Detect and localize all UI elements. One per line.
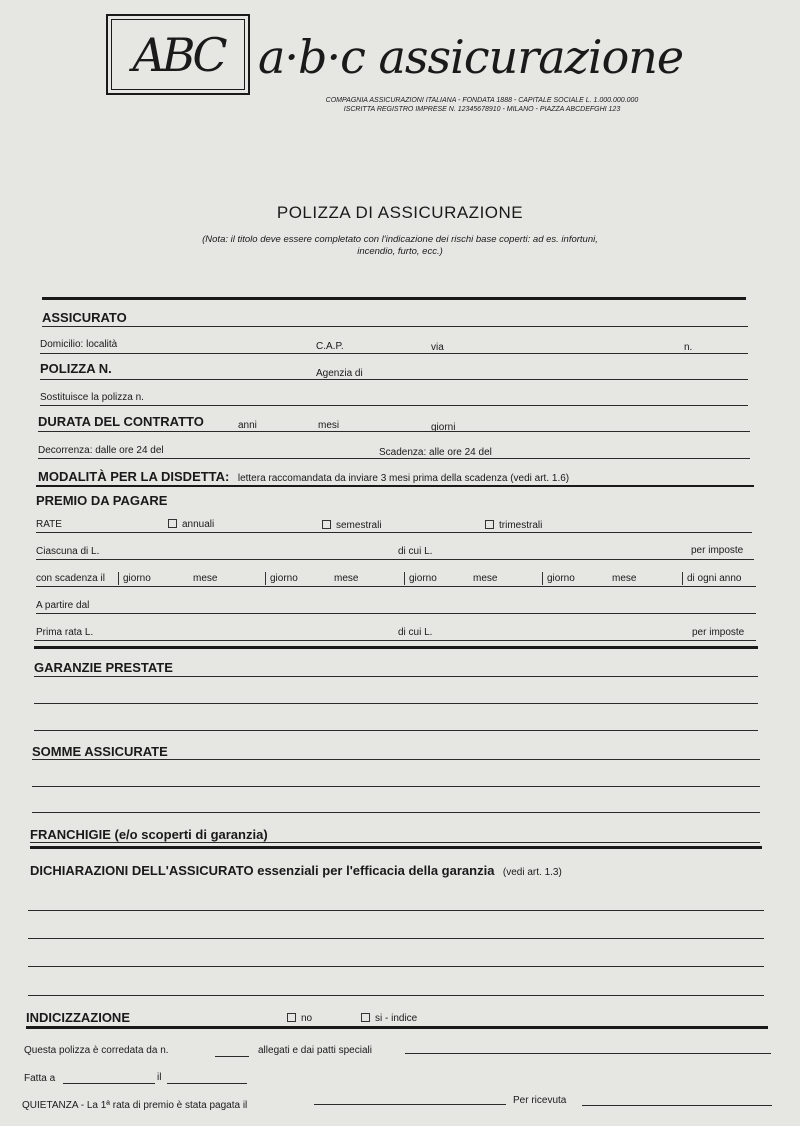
allegati-field[interactable] xyxy=(405,1053,771,1054)
disdetta-heading: MODALITÀ PER LA DISDETTA: xyxy=(38,469,230,484)
n-label: n. xyxy=(684,342,693,353)
dichiarazioni-line[interactable] xyxy=(28,966,764,967)
fatta-label: Fatta a xyxy=(24,1073,56,1084)
divider xyxy=(542,572,543,585)
somme-heading: SOMME ASSICURATE xyxy=(32,744,168,759)
giorno-label-1: giorno xyxy=(123,573,151,584)
divider xyxy=(404,572,405,585)
giorni-label: giorni xyxy=(431,422,456,433)
scadenza-label: Scadenza: alle ore 24 del xyxy=(379,447,492,458)
section-divider xyxy=(30,846,762,849)
section-divider xyxy=(34,646,758,649)
somme-line[interactable] xyxy=(32,786,760,787)
dichiarazioni-line[interactable] xyxy=(28,995,764,996)
mese-label-4: mese xyxy=(612,573,637,584)
giorno-label-4: giorno xyxy=(547,573,575,584)
no-label: no xyxy=(301,1013,313,1024)
semestrali-checkbox[interactable] xyxy=(322,520,331,529)
company-line-2: ISCRITTA REGISTRO IMPRESE N. 12345678910 - MILANO - PIAZZA ABCDEFGHI 123 xyxy=(343,106,621,113)
somme-line[interactable] xyxy=(32,812,760,813)
divider xyxy=(265,572,266,585)
quietanza-label: QUIETANZA - La 1ª rata di premio è stata pagata il xyxy=(22,1100,248,1111)
mese-label-2: mese xyxy=(334,573,359,584)
domicilio-field[interactable] xyxy=(40,353,748,354)
assicurato-line[interactable] xyxy=(42,326,748,327)
cap-label: C.A.P. xyxy=(316,341,344,352)
decorrenza-label: Decorrenza: dalle ore 24 del xyxy=(38,445,164,456)
rate-field[interactable] xyxy=(36,532,752,533)
disdetta-row xyxy=(38,468,569,486)
divider xyxy=(682,572,683,585)
annuali-option[interactable] xyxy=(168,519,214,530)
assicurato-heading: ASSICURATO xyxy=(42,310,127,325)
prima-rata-label: Prima rata L. xyxy=(36,627,94,638)
semestrali-option[interactable] xyxy=(322,520,382,531)
corredata-label: Questa polizza è corredata da n. xyxy=(24,1045,169,1056)
domicilio-label: Domicilio: località xyxy=(40,339,118,350)
sostituisce-field[interactable] xyxy=(40,405,748,406)
ciascuna-field[interactable] xyxy=(36,559,754,560)
rate-label: RATE xyxy=(36,519,62,530)
a-partire-field[interactable] xyxy=(36,613,756,614)
no-checkbox[interactable] xyxy=(287,1013,296,1022)
franchigie-heading: FRANCHIGIE (e/o scoperti di garanzia) xyxy=(30,827,268,842)
scadenza-field[interactable] xyxy=(36,586,756,587)
agenzia-label: Agenzia di xyxy=(316,368,363,379)
per-imposte-label: per imposte xyxy=(691,545,744,556)
dichiarazioni-row xyxy=(30,862,562,880)
garanzie-line[interactable] xyxy=(34,676,758,677)
annuali-label: annuali xyxy=(182,519,215,530)
il-field[interactable] xyxy=(167,1083,247,1084)
franchigie-line[interactable] xyxy=(30,842,760,843)
giorno-label-3: giorno xyxy=(409,573,437,584)
divider xyxy=(118,572,119,585)
ricevuta-field[interactable] xyxy=(582,1105,772,1106)
di-cui-label-2: di cui L. xyxy=(398,627,433,638)
dichiarazioni-line[interactable] xyxy=(28,938,764,939)
section-divider xyxy=(42,297,746,300)
anni-label: anni xyxy=(238,420,257,431)
sostituisce-label: Sostituisce la polizza n. xyxy=(40,392,144,403)
si-checkbox[interactable] xyxy=(361,1013,370,1022)
a-partire-label: A partire dal xyxy=(36,600,90,611)
corredata-field[interactable] xyxy=(215,1056,249,1057)
semestrali-label: semestrali xyxy=(336,520,382,531)
section-divider xyxy=(36,485,754,487)
si-label: si - indice xyxy=(375,1013,418,1024)
prima-rata-field[interactable] xyxy=(34,640,756,641)
logo-text: ABC xyxy=(111,19,245,90)
il-label: il xyxy=(157,1072,162,1083)
si-option[interactable] xyxy=(361,1013,417,1024)
dichiarazioni-ref: (vedi art. 1.3) xyxy=(502,867,562,878)
di-cui-label: di cui L. xyxy=(398,546,433,557)
per-imposte-label-2: per imposte xyxy=(692,627,745,638)
garanzie-line[interactable] xyxy=(34,703,758,704)
brand-name: a·b·c assicurazione xyxy=(258,30,684,84)
decorrenza-field[interactable] xyxy=(38,458,750,459)
durata-heading: DURATA DEL CONTRATTO xyxy=(38,414,204,429)
garanzie-line[interactable] xyxy=(34,730,758,731)
indicizzazione-heading: INDICIZZAZIONE xyxy=(26,1010,130,1025)
annuali-checkbox[interactable] xyxy=(168,519,177,528)
mese-label-1: mese xyxy=(193,573,218,584)
garanzie-heading: GARANZIE PRESTATE xyxy=(34,660,173,675)
con-scadenza-label: con scadenza il xyxy=(36,573,105,584)
allegati-label: allegati e dai patti speciali xyxy=(258,1045,372,1056)
no-option[interactable] xyxy=(287,1013,312,1024)
disdetta-text: lettera raccomandata da inviare 3 mesi prima della scadenza (vedi art. 1.6) xyxy=(237,473,570,484)
section-divider xyxy=(26,1026,768,1029)
dichiarazioni-heading: DICHIARAZIONI DELL'ASSICURATO essenziali per l'efficacia della garanzia xyxy=(30,863,495,878)
mese-label-3: mese xyxy=(473,573,498,584)
polizza-field[interactable] xyxy=(40,379,748,380)
company-line-1: COMPAGNIA ASSICURAZIONI ITALIANA - FONDATA 1888 - CAPITALE SOCIALE L. 1.000.000.000 xyxy=(325,97,639,104)
somme-line[interactable] xyxy=(32,759,760,760)
mesi-label: mesi xyxy=(318,420,340,431)
trimestrali-checkbox[interactable] xyxy=(485,520,494,529)
title-note: (Nota: il titolo deve essere completato con l'indicazione dei rischi base coperti: ad es. infortuni, incendio, furto, ecc.) xyxy=(202,234,598,257)
quietanza-field[interactable] xyxy=(314,1104,506,1105)
giorno-label-2: giorno xyxy=(270,573,298,584)
durata-field[interactable] xyxy=(38,431,750,432)
trimestrali-option[interactable] xyxy=(485,520,542,531)
company-logo xyxy=(106,14,250,95)
ciascuna-label: Ciascuna di L. xyxy=(36,546,100,557)
dichiarazioni-line[interactable] xyxy=(28,910,764,911)
polizza-heading: POLIZZA N. xyxy=(40,361,112,376)
fatta-field[interactable] xyxy=(63,1083,155,1084)
via-label: via xyxy=(431,342,444,353)
ricevuta-label: Per ricevuta xyxy=(513,1095,567,1106)
trimestrali-label: trimestrali xyxy=(499,520,543,531)
company-info xyxy=(296,96,668,114)
premio-heading: PREMIO DA PAGARE xyxy=(36,493,168,508)
page-title: POLIZZA DI ASSICURAZIONE xyxy=(276,203,524,222)
di-ogni-anno-label: di ogni anno xyxy=(687,573,742,584)
